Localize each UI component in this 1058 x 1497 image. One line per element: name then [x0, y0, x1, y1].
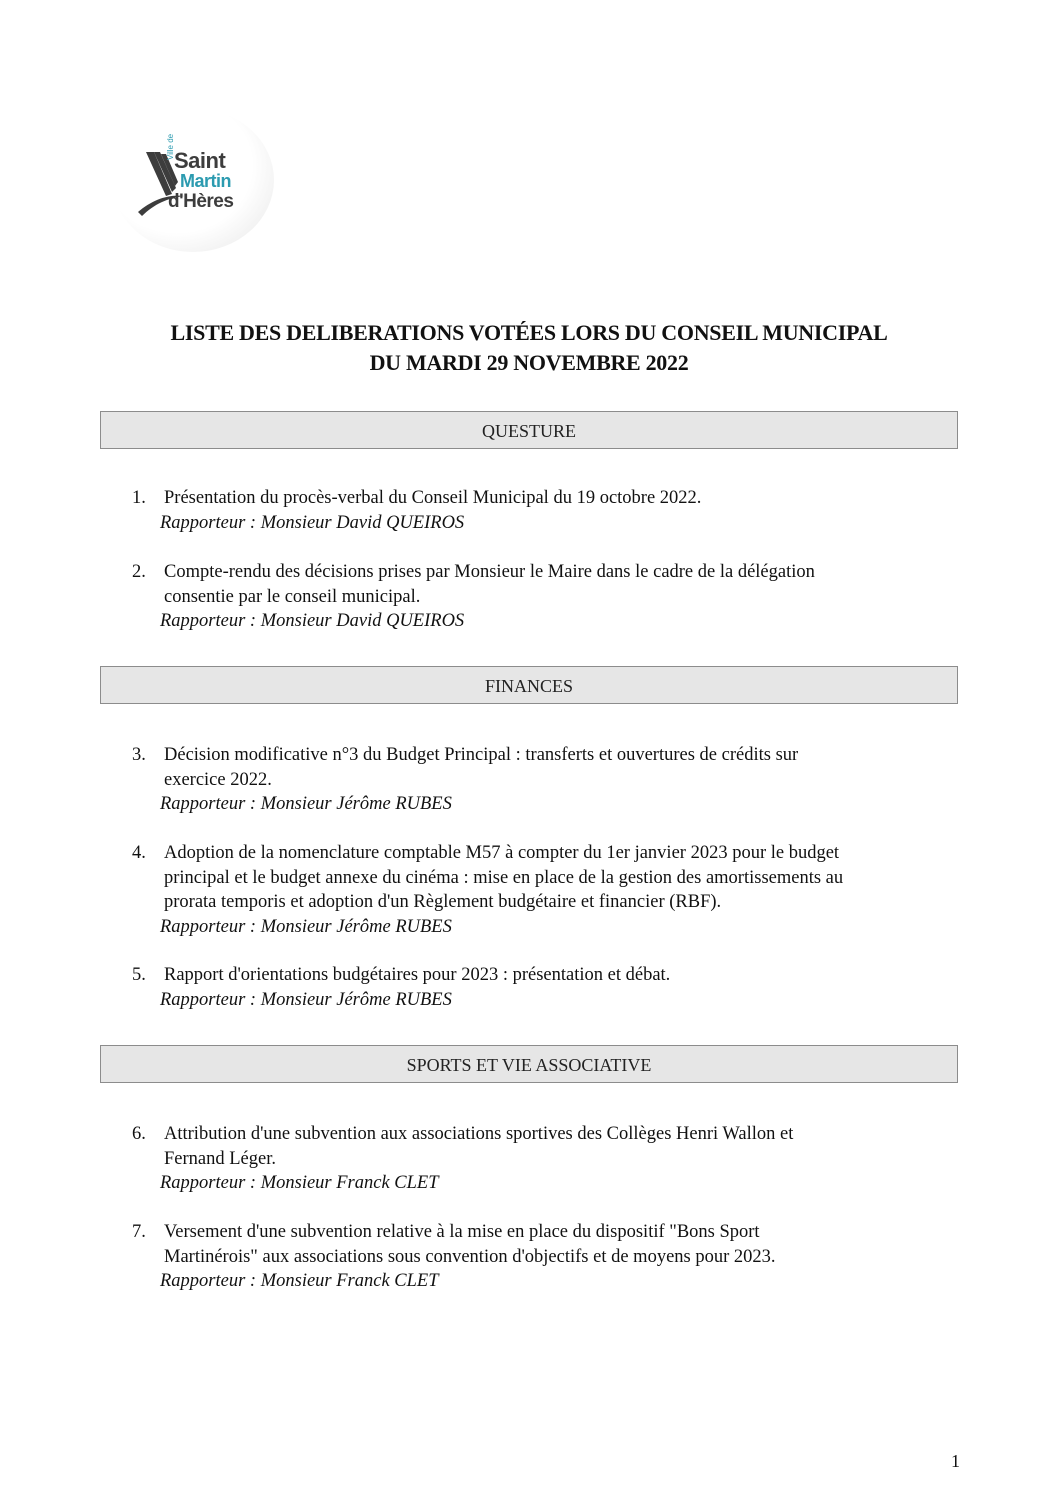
item-number: 3. — [132, 745, 146, 765]
logo-martin-text: Martin — [180, 171, 231, 191]
deliberation-item-4 — [132, 841, 972, 939]
item-number: 1. — [132, 488, 146, 508]
deliberation-item-5 — [132, 963, 972, 1012]
item-rapporteur: Rapporteur : Monsieur Franck CLET — [160, 1271, 439, 1291]
item-number: 6. — [132, 1124, 146, 1144]
item-rapporteur: Rapporteur : Monsieur Jérôme RUBES — [160, 989, 452, 1010]
item-text-line: Fernand Léger. — [164, 1148, 276, 1169]
item-text-line: Compte-rendu des décisions prises par Monsieur le Maire dans le cadre de la délégation — [164, 562, 815, 582]
item-text-line: Versement d'une subvention relative à la mise en place du dispositif "Bons Sport — [164, 1222, 760, 1242]
item-rapporteur: Rapporteur : Monsieur David QUEIROS — [160, 611, 465, 631]
item-text-line: principal et le budget annexe du cinéma : mise en place de la gestion des amortissements au — [164, 867, 844, 888]
section-header-finances: FINANCES — [100, 666, 958, 704]
item-rapporteur: Rapporteur : Monsieur Jérôme RUBES — [160, 794, 452, 814]
document-title-line-2: DU MARDI 29 NOVEMBRE 2022 — [369, 350, 689, 375]
section-header-sports-vie-associative: SPORTS ET VIE ASSOCIATIVE — [100, 1045, 958, 1083]
section-header-questure: QUESTURE — [100, 411, 958, 449]
page-number: 1 — [951, 1451, 960, 1471]
item-text-line: Décision modificative n°3 du Budget Principal : transferts et ouvertures de crédits sur — [164, 745, 799, 765]
item-rapporteur: Rapporteur : Monsieur Franck CLET — [160, 1173, 439, 1193]
logo-heres-text: d'Hères — [168, 191, 234, 212]
deliberation-item-3 — [132, 743, 972, 817]
item-number: 5. — [132, 965, 146, 985]
item-text-line: Rapport d'orientations budgétaires pour 2023 : présentation et débat. — [164, 965, 671, 985]
logo-saint-text: Saint — [174, 148, 226, 173]
deliberation-item-1 — [132, 486, 972, 535]
city-logo — [112, 108, 274, 252]
item-text-line: exercice 2022. — [164, 769, 272, 790]
item-rapporteur: Rapporteur : Monsieur David QUEIROS — [160, 512, 465, 533]
logo-ville-text: Ville de — [166, 133, 175, 160]
item-text-line: Martinérois" aux associations sous convention d'objectifs et de moyens pour 2023. — [164, 1246, 776, 1267]
item-text-line: Attribution d'une subvention aux associations sportives des Collèges Henri Wallon et — [164, 1124, 794, 1144]
item-text-line: Adoption de la nomenclature comptable M57 à compter du 1er janvier 2023 pour le budget — [164, 843, 840, 863]
deliberation-item-2 — [132, 560, 972, 634]
deliberation-item-7 — [132, 1220, 972, 1294]
item-text-line: consentie par le conseil municipal. — [164, 586, 421, 607]
deliberation-item-6 — [132, 1122, 972, 1196]
item-text-line: Présentation du procès-verbal du Conseil Municipal du 19 octobre 2022. — [164, 488, 702, 508]
item-number: 2. — [132, 562, 146, 582]
item-rapporteur: Rapporteur : Monsieur Jérôme RUBES — [160, 916, 452, 937]
item-number: 7. — [132, 1222, 146, 1242]
item-number: 4. — [132, 843, 146, 863]
document-title-line-1: LISTE DES DELIBERATIONS VOTÉES LORS DU CONSEIL MUNICIPAL — [170, 320, 888, 345]
item-text-line: prorata temporis et adoption d'un Règlement budgétaire et financier (RBF). — [164, 892, 722, 912]
